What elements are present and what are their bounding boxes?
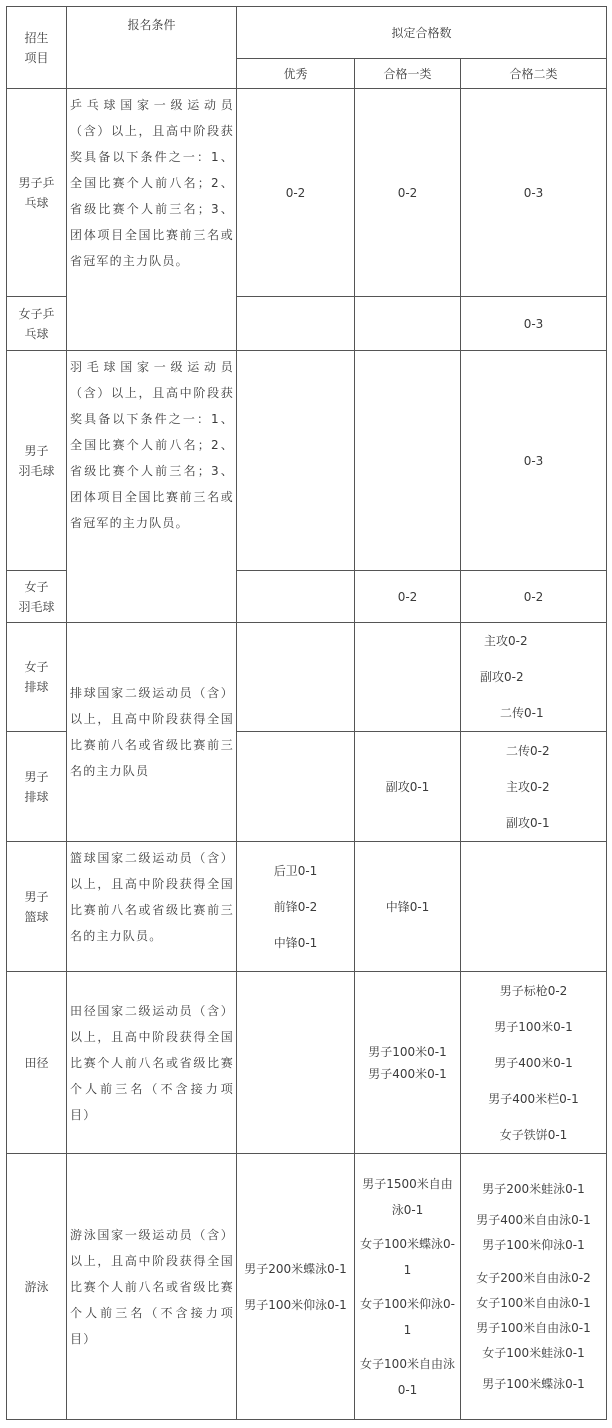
pass2-cell: 0-2 — [461, 571, 607, 623]
excellent-cell — [237, 351, 355, 571]
quota-item: 女子100米自由泳0-1 — [360, 1356, 455, 1397]
quota-item: 男子200米蝶泳0-1 — [244, 1261, 347, 1276]
quota-item: 主攻0-2 — [484, 634, 528, 648]
quota-item: 女子100米仰泳0-1 — [360, 1296, 455, 1337]
header-conditions: 报名条件 — [67, 7, 237, 89]
pass2-cell — [461, 1154, 607, 1420]
quota-item: 女子100米蝶泳0-1 — [360, 1236, 455, 1277]
quota-item: 男子400米自由泳0-1 — [476, 1212, 591, 1227]
header-quota: 拟定合格数 — [237, 7, 607, 59]
row-name: 男子 篮球 — [7, 842, 67, 972]
pass2-cell: 0-3 — [461, 351, 607, 571]
pass1-cell — [355, 623, 461, 732]
quota-item: 男子100米0-1 — [368, 1044, 447, 1059]
table-row — [7, 623, 607, 732]
table-row — [7, 1154, 607, 1420]
excellent-cell — [237, 623, 355, 732]
quota-item: 男子400米0-1 — [368, 1066, 447, 1081]
pass2-cell — [461, 842, 607, 972]
header-pass2: 合格二类 — [461, 59, 607, 89]
header-excellent: 优秀 — [237, 59, 355, 89]
quota-item: 女子200米自由泳0-2 — [476, 1270, 591, 1285]
pass2-cell: 0-3 — [461, 89, 607, 297]
quota-item: 男子400米0-1 — [494, 1055, 573, 1070]
excellent-cell: 0-2 — [237, 89, 355, 297]
pass2-cell — [461, 732, 607, 842]
pass1-cell — [355, 1154, 461, 1420]
quota-item: 二传0-2 — [506, 743, 550, 758]
pass1-cell: 0-2 — [355, 89, 461, 297]
excellent-cell — [237, 571, 355, 623]
quota-item: 主攻0-2 — [506, 779, 550, 794]
pass2-cell: 0-3 — [461, 297, 607, 351]
pass1-cell — [355, 972, 461, 1154]
excellent-cell — [237, 972, 355, 1154]
quota-item: 男子100米仰泳0-1 — [244, 1297, 347, 1312]
pass1-cell — [355, 297, 461, 351]
header-pass1: 合格一类 — [355, 59, 461, 89]
pass1-cell: 中锋0-1 — [355, 842, 461, 972]
quota-item: 副攻0-1 — [506, 815, 550, 830]
row-conditions: 排球国家二级运动员（含）以上，且高中阶段获得全国比赛前八名或省级比赛前三名的主力队员 — [67, 623, 237, 842]
quota-item: 男子100米蝶泳0-1 — [482, 1376, 585, 1391]
header-project: 招生 项目 — [7, 7, 67, 89]
admission-table — [6, 6, 607, 1420]
excellent-cell — [237, 842, 355, 972]
row-name: 男子乒 乓球 — [7, 89, 67, 297]
table-row — [7, 972, 607, 1154]
row-name: 游泳 — [7, 1154, 67, 1420]
quota-item: 男子1500米自由泳0-1 — [362, 1176, 453, 1217]
quota-item: 前锋0-2 — [273, 899, 318, 914]
excellent-cell — [237, 1154, 355, 1420]
quota-item: 后卫0-1 — [273, 863, 318, 878]
row-name: 男子 羽毛球 — [7, 351, 67, 571]
table-row — [7, 842, 607, 972]
quota-item: 副攻0-2 — [480, 670, 524, 684]
pass1-cell: 0-2 — [355, 571, 461, 623]
row-conditions: 田径国家二级运动员（含）以上，且高中阶段获得全国比赛个人前八名或省级比赛个人前三名（不含接力项目） — [67, 972, 237, 1154]
row-name: 女子 羽毛球 — [7, 571, 67, 623]
pass2-cell — [461, 623, 607, 732]
quota-item: 男子100米仰泳0-1 — [482, 1237, 585, 1252]
excellent-cell — [237, 297, 355, 351]
pass2-cell — [461, 972, 607, 1154]
quota-item: 男子400米栏0-1 — [488, 1091, 579, 1106]
quota-item: 女子100米蛙泳0-1 — [482, 1345, 585, 1360]
quota-item: 男子100米0-1 — [494, 1019, 573, 1034]
row-conditions: 羽毛球国家一级运动员（含）以上，且高中阶段获奖具备以下条件之一：1、全国比赛个人前八名；2、省级比赛个人前三名；3、团体项目全国比赛前三名或省冠军的主力队员。 — [67, 351, 237, 623]
row-name: 男子 排球 — [7, 732, 67, 842]
row-conditions: 乒乓球国家一级运动员（含）以上，且高中阶段获奖具备以下条件之一：1、全国比赛个人前八名；2、省级比赛个人前三名；3、团体项目全国比赛前三名或省冠军的主力队员。 — [67, 89, 237, 351]
quota-item: 男子标枪0-2 — [499, 983, 568, 998]
quota-item: 男子100米自由泳0-1 — [476, 1320, 591, 1335]
quota-item: 女子铁饼0-1 — [499, 1127, 568, 1142]
quota-item: 中锋0-1 — [273, 935, 318, 950]
quota-item: 女子100米自由泳0-1 — [476, 1295, 591, 1310]
row-name: 女子 排球 — [7, 623, 67, 732]
row-name: 田径 — [7, 972, 67, 1154]
table-row — [7, 351, 607, 571]
excellent-cell — [237, 732, 355, 842]
row-conditions: 篮球国家二级运动员（含）以上，且高中阶段获得全国比赛前八名或省级比赛前三名的主力队员。 — [67, 842, 237, 972]
pass1-cell — [355, 351, 461, 571]
pass1-cell: 副攻0-1 — [355, 732, 461, 842]
row-conditions: 游泳国家一级运动员（含）以上，且高中阶段获得全国比赛个人前八名或省级比赛个人前三名（不含接力项目） — [67, 1154, 237, 1420]
row-name: 女子乒 乓球 — [7, 297, 67, 351]
quota-item: 男子200米蛙泳0-1 — [482, 1181, 585, 1196]
quota-item: 二传0-1 — [500, 706, 544, 720]
table-row — [7, 89, 607, 297]
